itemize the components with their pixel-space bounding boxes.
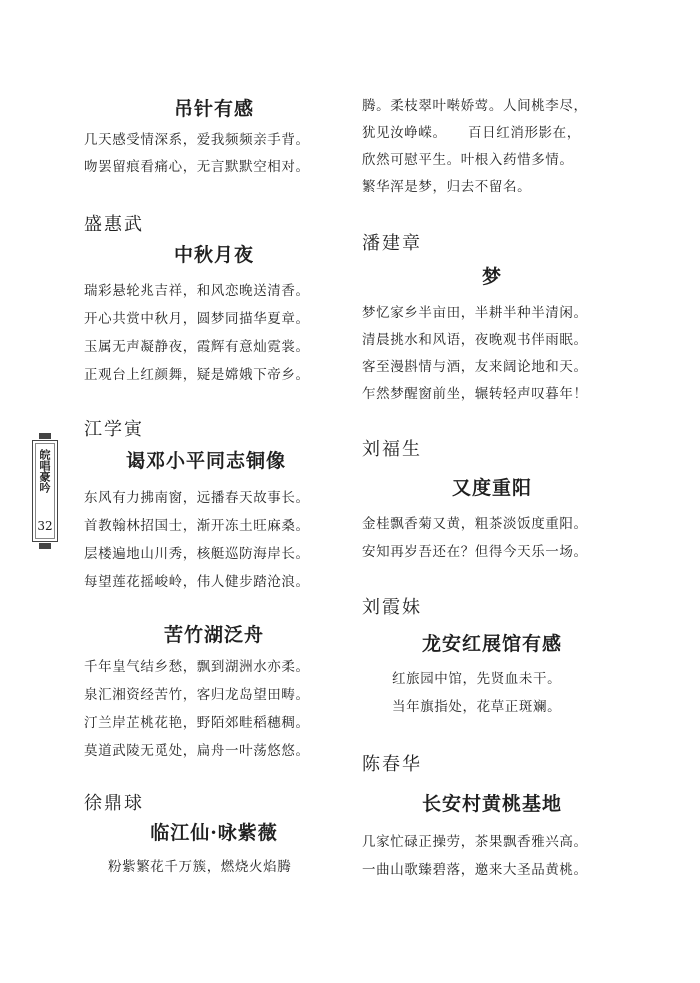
poem-line: 梦忆家乡半亩田，半耕半种半清闲。	[362, 305, 588, 321]
poem-line: 当年旗指处，花草正斑斓。	[392, 699, 562, 715]
page-number: 32	[37, 519, 53, 533]
poem-title: 又度重阳	[451, 477, 532, 499]
poem-line: 玉属无声凝静夜，霞辉有意灿霓裳。	[84, 339, 310, 355]
poem-line: 犹见汝峥嵘。 百日红消形影在，	[362, 125, 581, 141]
author-name: 陈春华	[362, 754, 422, 775]
poem-title: 谒邓小平同志铜像	[125, 450, 286, 472]
poem-line: 几天感受情深系，爱我频频亲手背。	[84, 132, 310, 148]
poem-line: 层楼遍地山川秀，核艇巡防海岸长。	[84, 546, 310, 562]
author-name: 江学寅	[84, 419, 144, 440]
author-name: 徐鼎球	[84, 793, 144, 814]
poem-line: 吻罢留痕看痛心，无言默默空相对。	[84, 159, 310, 175]
poem-line: 正观台上红颜舞，疑是嫦娥下帝乡。	[84, 367, 310, 383]
poem-line: 安知再岁吾还在？但得今天乐一场。	[362, 544, 588, 560]
poem-line: 红旅园中馆，先贤血未干。	[392, 671, 562, 687]
poem-line: 金桂飘香菊又黄，粗茶淡饭度重阳。	[362, 516, 588, 532]
poem-title: 梦	[481, 266, 502, 288]
poem-line: 清晨挑水和风语，夜晚观书伴雨眠。	[362, 332, 588, 348]
poem-line: 开心共赏中秋月，圆梦同描华夏章。	[84, 311, 310, 327]
poem-title: 吊针有感	[173, 98, 254, 120]
poem-line: 千年皇气结乡愁，飘到湖洲水亦柔。	[84, 659, 310, 675]
poem-line: 每望莲花摇峻岭，伟人健步踏沧浪。	[84, 574, 310, 590]
book-section-label: 皖唱豪吟	[38, 449, 51, 493]
poem-line: 首教翰林招国士，渐开冻土旺麻桑。	[84, 518, 310, 534]
author-name: 刘福生	[362, 439, 422, 460]
author-name: 盛惠武	[84, 214, 144, 235]
author-name: 潘建章	[362, 233, 422, 254]
poem-title: 长安村黄桃基地	[421, 793, 562, 815]
poem-line: 莫道武陵无觅处，扁舟一叶荡悠悠。	[84, 743, 310, 759]
tab-cap-bottom	[39, 543, 51, 549]
poem-line: 几家忙碌正操劳，茶果飘香雅兴高。	[362, 834, 588, 850]
poem-line: 汀兰岸芷桃花艳，野陌郊畦稻穗稠。	[84, 715, 310, 731]
page-side-tab	[32, 440, 58, 542]
poem-title: 龙安红展馆有感	[421, 633, 562, 655]
poem-line: 瑞彩悬轮兆吉祥，和风恋晚送清香。	[84, 283, 310, 299]
poem-line: 粉紫繁花千万簇，燃烧火焰腾	[108, 859, 292, 875]
poem-line: 腾。柔枝翠叶啭娇莺。人间桃李尽，	[362, 98, 588, 114]
poem-line: 一曲山歌臻碧落，邀来大圣品黄桃。	[362, 862, 588, 878]
author-name: 刘霞妹	[362, 597, 422, 618]
poem-line: 乍然梦醒窗前坐，辗转轻声叹暮年！	[362, 386, 588, 402]
poem-title: 苦竹湖泛舟	[163, 624, 264, 646]
poem-line: 客至漫斟情与酒，友来阔论地和天。	[362, 359, 588, 375]
tab-cap-top	[39, 433, 51, 439]
poem-line: 东风有力拂南窗，远播春天故事长。	[84, 490, 310, 506]
poem-title: 中秋月夜	[173, 244, 254, 266]
poem-line: 泉汇湘资经苦竹，客归龙岛望田畴。	[84, 687, 310, 703]
poem-line: 繁华浑是梦，归去不留名。	[362, 179, 532, 195]
poem-title: 临江仙·咏紫薇	[150, 822, 278, 844]
poem-line: 欣然可慰平生。叶根入药惜多情。	[362, 152, 574, 168]
